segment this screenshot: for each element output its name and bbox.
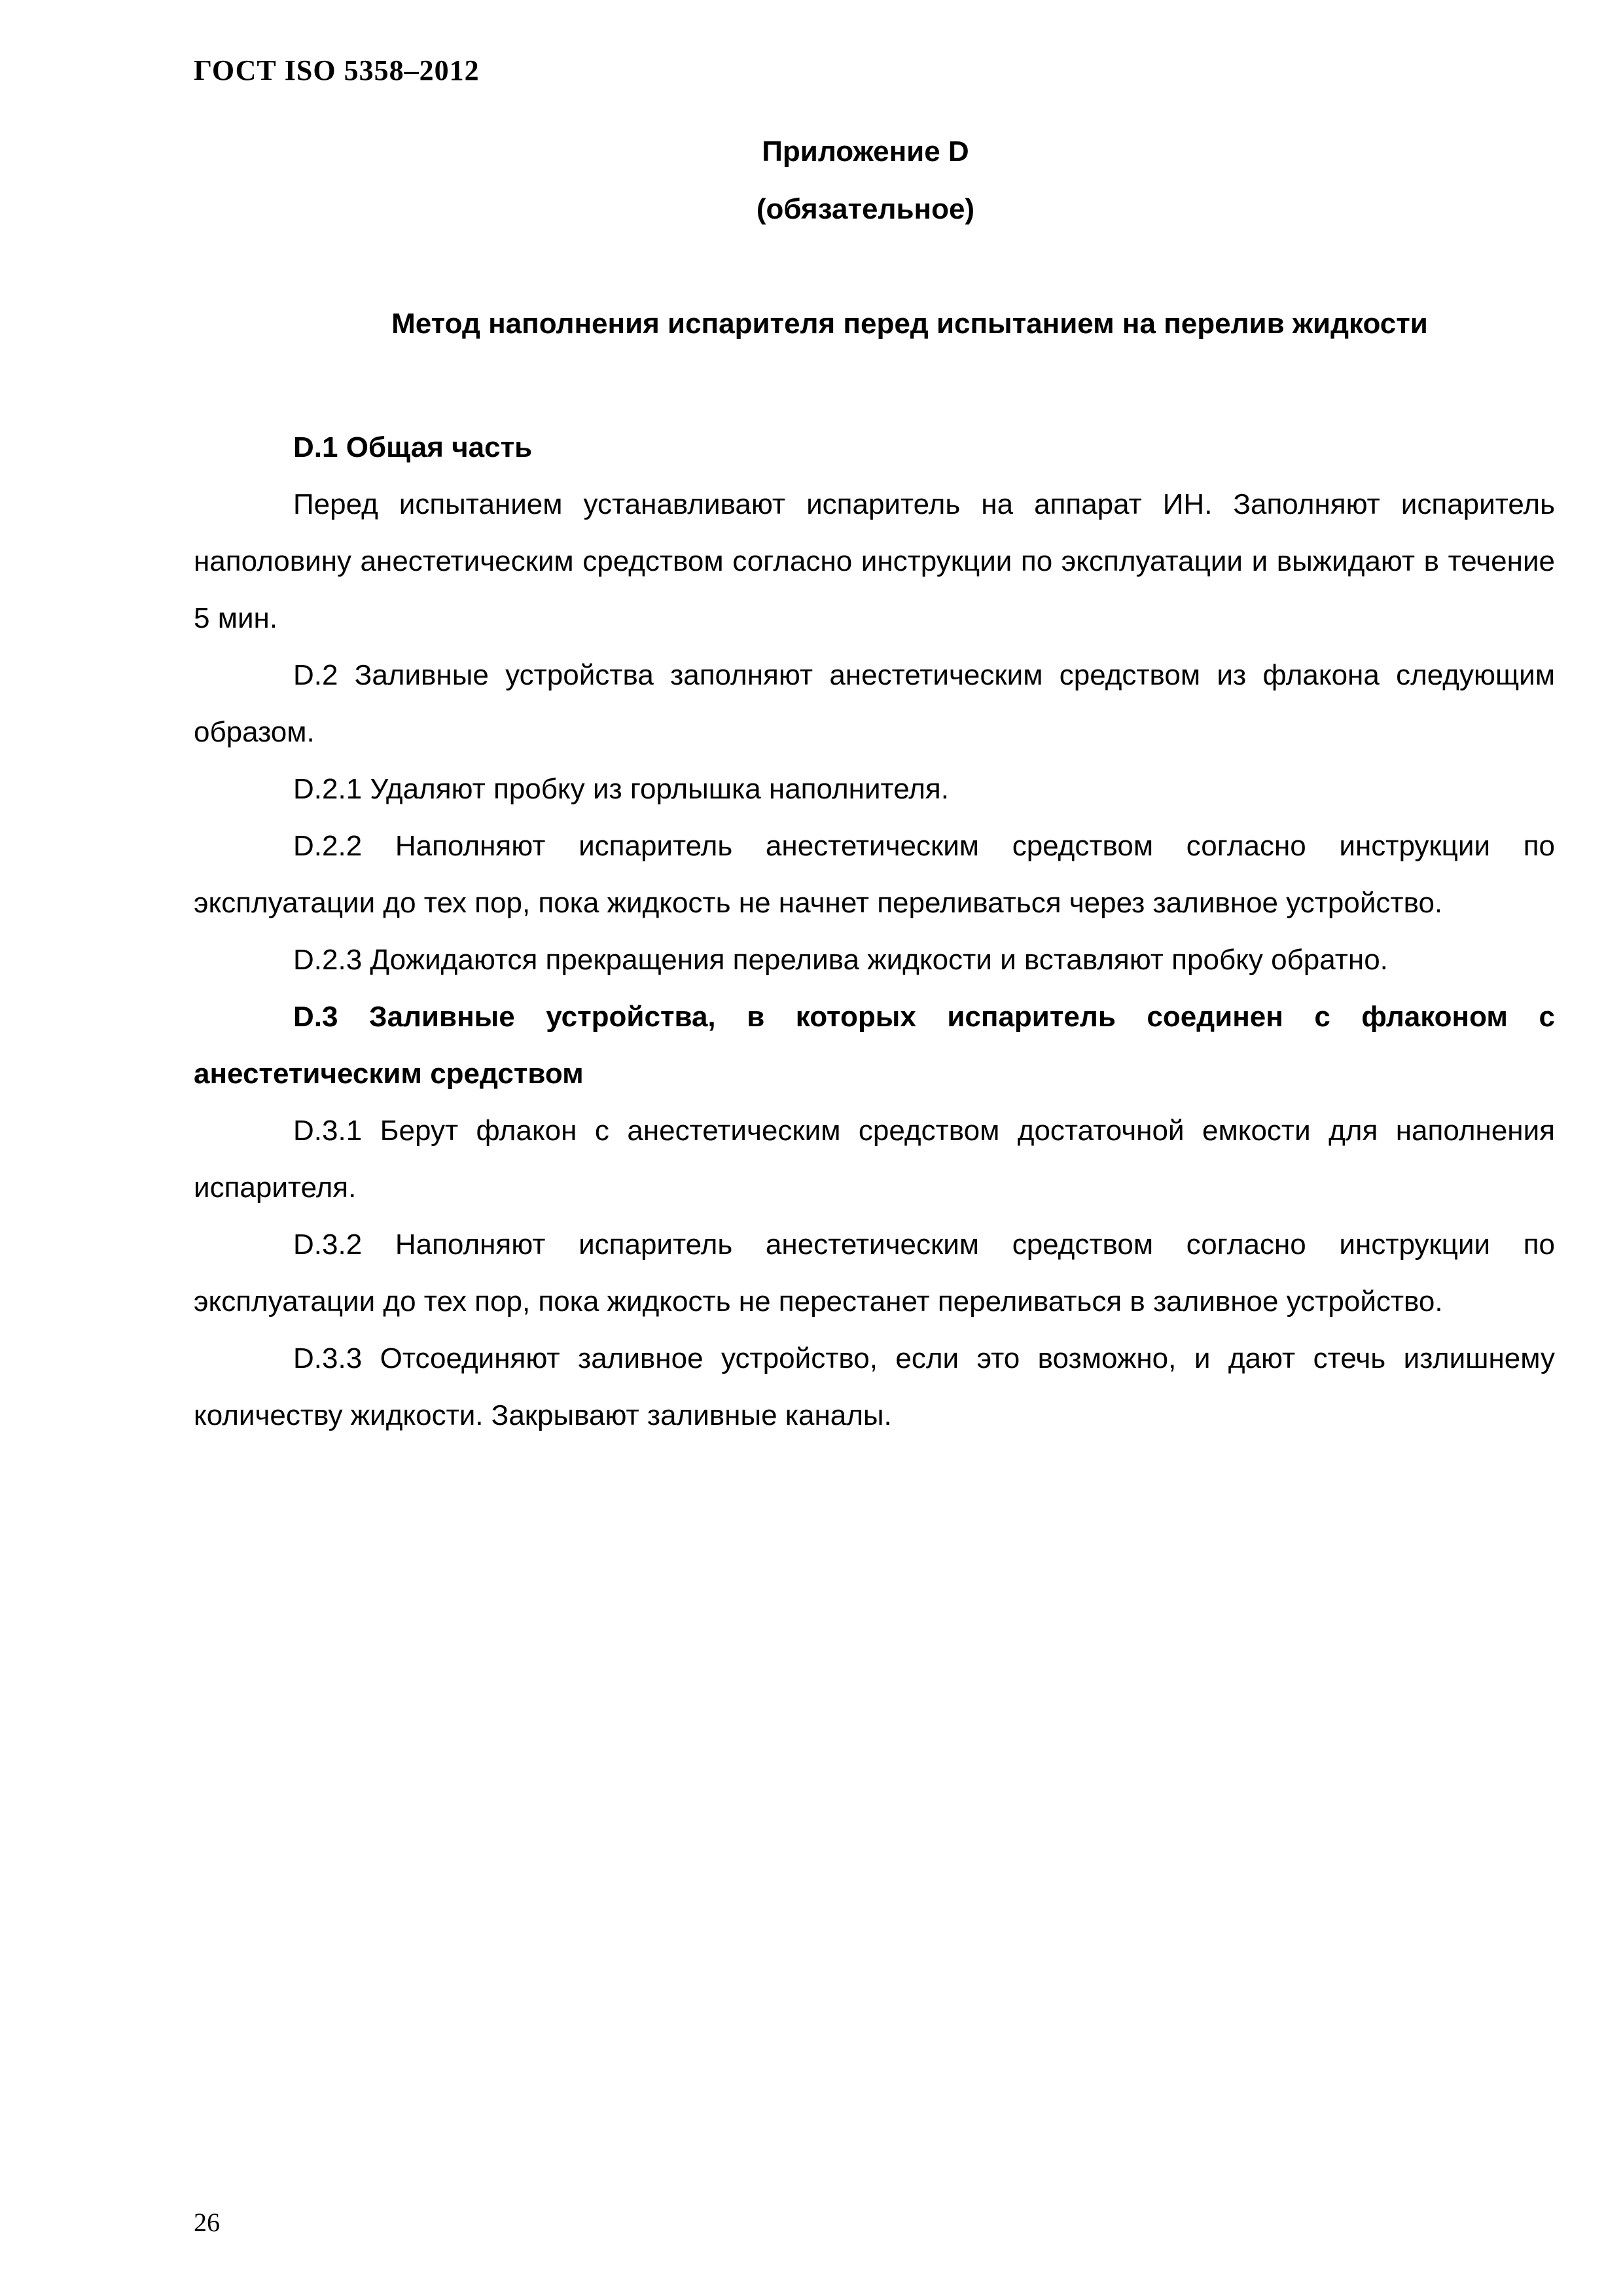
annex-status: (обязательное) bbox=[756, 193, 975, 225]
paragraph-d2-3: D.2.3 Дожидаются прекращения перелива жидкости и вставляют пробку обратно. bbox=[293, 944, 1388, 976]
section-heading-d1: D.1 Общая часть bbox=[293, 431, 533, 463]
paragraph-d2-2: D.2.2 Наполняют испаритель анестетическим средством согласно инструкции по эксплуатации до тех пор, пока жидкость не начнет переливаться через заливное устройство. bbox=[194, 830, 1555, 919]
annex-heading: Метод наполнения испарителя перед испытанием на перелив жидкости bbox=[391, 308, 1428, 340]
document-body bbox=[194, 419, 1555, 1444]
page-number: 26 bbox=[194, 2208, 220, 2237]
paragraph-d2-1: D.2.1 Удаляют пробку из горлышка наполнителя. bbox=[293, 773, 949, 805]
section-heading-d3: D.3 Заливные устройства, в которых испаритель соединен с флаконом с анестетическим средством bbox=[194, 1001, 1555, 1090]
paragraph-d3-2: D.3.2 Наполняют испаритель анестетическим средством согласно инструкции по эксплуатации до тех пор, пока жидкость не перестанет переливаться в заливное устройство. bbox=[194, 1229, 1555, 1318]
paragraph-d3-3: D.3.3 Отсоединяют заливное устройство, если это возможно, и дают стечь излишнему количеству жидкости. Закрывают заливные каналы. bbox=[194, 1342, 1555, 1431]
paragraph-d1-text: Перед испытанием устанавливают испаритель на аппарат ИН. Заполняют испаритель наполовину анестетическим средством согласно инструкции по эксплуатации и выжидают в течение 5 мин. bbox=[194, 488, 1555, 634]
annex-title: Приложение D bbox=[762, 135, 969, 168]
paragraph-d3-1: D.3.1 Берут флакон с анестетическим средством достаточной емкости для наполнения испарителя. bbox=[194, 1115, 1555, 1204]
paragraph-d2: D.2 Заливные устройства заполняют анестетическим средством из флакона следующим образом. bbox=[194, 659, 1555, 748]
standard-code: ГОСТ ISO 5358–2012 bbox=[194, 54, 480, 86]
